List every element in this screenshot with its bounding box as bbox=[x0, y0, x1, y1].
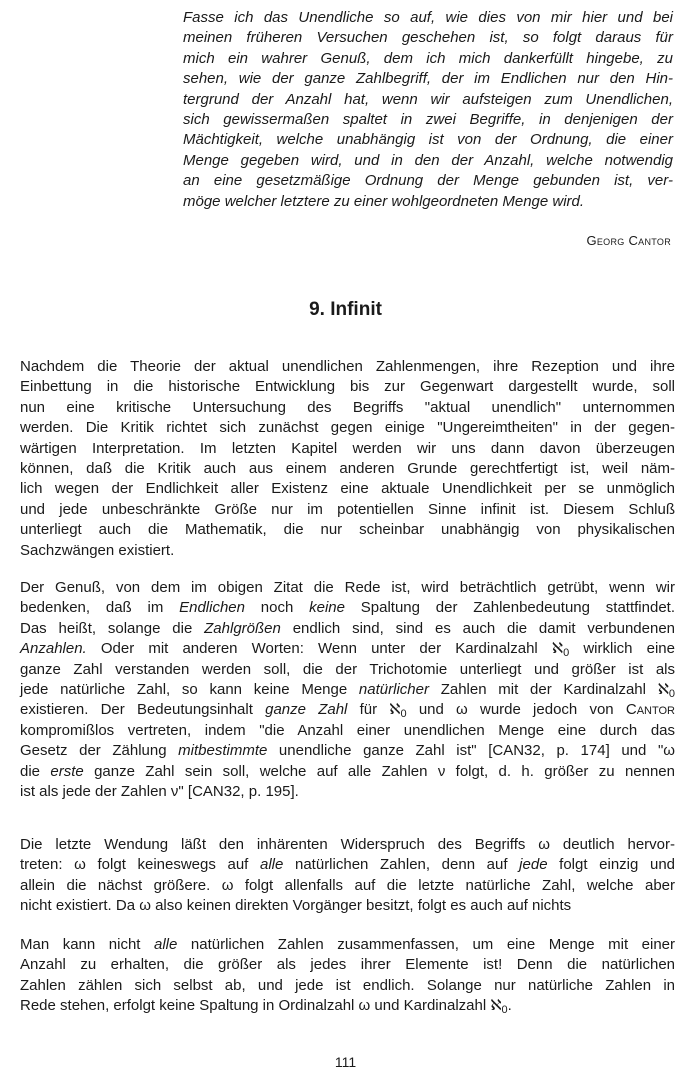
text-segment: Nachdem die Theorie der aktual unendlichen Zahlenmengen, ihre Rezeption und ihre bbox=[20, 358, 675, 375]
epigraph-line: tergrund der Anzahl hat, wenn wir aufsteigen zum Unendlichen, bbox=[183, 90, 673, 108]
epigraph-line: meinen früheren Versuchen geschehen ist, so folgt daraus für bbox=[183, 29, 673, 47]
text-segment: unterliegt auch die Mathematik, die nur scheinbar unabhängig von physikalischen bbox=[20, 521, 675, 539]
text-segment: allein die nächst größere. ω folgt allenfalls auf die letzte natürliche Zahl, welche aber bbox=[20, 876, 675, 894]
text-line bbox=[20, 541, 675, 561]
epigraph-author: Georg Cantor bbox=[586, 233, 671, 248]
text-segment: Oder mit anderen Worten: Wenn unter der Kardinalzahl ℵ bbox=[86, 640, 564, 658]
text-segment: treten: ω folgt keineswegs auf bbox=[20, 856, 260, 874]
text-segment: existieren. Der Bedeutungsinhalt bbox=[20, 701, 266, 719]
text-line bbox=[20, 835, 675, 855]
epigraph-line: sich gewissermaßen spaltet in zwei Begriffe, in denjenigen der bbox=[183, 111, 673, 129]
epigraph-line: sehen, wie der ganze Zahlbegriff, der im Endlichen nur den Hin- bbox=[183, 70, 673, 88]
epigraph-line: Fasse ich das Unendliche so auf, wie dies von mir hier und bei bbox=[183, 9, 673, 26]
text-line bbox=[20, 639, 675, 659]
text-segment: Anzahl zu erhalten, die größer als jedes ihrer Elemente ist! Denn die natürlichen bbox=[20, 956, 675, 974]
text-segment: wärtigen Interpretation. Im letzten Kapitel werden wir uns dann davon überzeugen bbox=[20, 439, 675, 457]
text-segment: Das heißt, solange die bbox=[20, 619, 205, 637]
text-segment: natürlichen Zahlen, denn auf bbox=[283, 856, 520, 874]
text-line bbox=[20, 700, 675, 720]
text-segment: nun eine kritische Untersuchung des Begriffs "aktual unendlich" unternommen bbox=[20, 398, 675, 416]
text-line bbox=[20, 578, 675, 598]
text-segment: die bbox=[20, 762, 51, 780]
emphasis-text: erste bbox=[50, 762, 84, 780]
text-line bbox=[20, 680, 675, 700]
epigraph-line: Menge gegeben wird, und in den der Anzahl, welche notwendig bbox=[183, 151, 673, 169]
text-segment: ganze Zahl verstanden werden soll, die der Trichotomie unterliegt und größer ist als bbox=[20, 660, 675, 678]
text-segment: Sachzwängen existiert. bbox=[20, 541, 175, 559]
text-line bbox=[20, 855, 675, 875]
text-line bbox=[20, 479, 675, 499]
small-caps-name: Cantor bbox=[625, 701, 675, 719]
emphasis-text: keine bbox=[309, 599, 345, 617]
chapter-title: Infinit bbox=[330, 299, 382, 320]
text-segment: Zahlen mit der Kardinalzahl ℵ bbox=[428, 681, 669, 699]
text-line bbox=[20, 459, 675, 479]
text-line bbox=[20, 398, 675, 418]
epigraph-line: mich ein wahrer Genuß, dem ich mich dankerfüllt hingebe, zu bbox=[183, 49, 673, 67]
text-line bbox=[20, 782, 675, 802]
emphasis-text: Endlichen bbox=[179, 599, 245, 617]
text-line bbox=[20, 660, 675, 680]
text-line bbox=[20, 721, 675, 741]
body-paragraph-2 bbox=[20, 578, 675, 802]
text-segment: Einbettung in die historische Entwicklung bis zur Gegenwart dargestellt wurde, soll bbox=[20, 378, 675, 396]
text-segment: kompromißlos vertreten, indem "die Anzahl einer unendlichen Menge eine durch das bbox=[20, 721, 675, 739]
emphasis-text: alle bbox=[260, 856, 284, 874]
text-segment: noch bbox=[245, 599, 310, 617]
body-paragraph-3 bbox=[20, 835, 675, 917]
subscript: 0 bbox=[400, 708, 407, 721]
text-segment: werden. Die Kritik richtet sich zunächst gegen einige "Ungereimtheiten" in der gegen- bbox=[20, 419, 675, 437]
text-line bbox=[20, 377, 675, 397]
text-line bbox=[20, 439, 675, 459]
text-segment: Zahlen zählen sich selbst ab, und jede ist endlich. Solange nur natürliche Zahlen in bbox=[20, 976, 675, 994]
emphasis-text: ganze Zahl bbox=[265, 701, 348, 719]
text-segment: . bbox=[507, 997, 512, 1015]
text-segment: nicht existiert. Da ω also keinen direkten Vorgänger besitzt, folgt es auch auf nichts bbox=[20, 897, 572, 915]
text-segment: Die letzte Wendung läßt den inhärenten Widerspruch des Begriffs ω deutlich hervor- bbox=[20, 836, 675, 853]
text-segment: und ω wurde jedoch von bbox=[406, 701, 626, 719]
text-segment: ganze Zahl sein soll, welche auf alle Zahlen ν folgt, d. h. größer zu nennen bbox=[83, 762, 675, 780]
text-segment: wirklich eine bbox=[569, 640, 675, 658]
chapter-heading bbox=[0, 299, 691, 321]
text-segment: jede natürliche Zahl, so kann keine Menge bbox=[20, 681, 359, 699]
epigraph-quote bbox=[183, 8, 673, 212]
text-line bbox=[20, 935, 675, 955]
text-segment: Der Genuß, von dem im obigen Zitat die Rede ist, wird beträchtlich getrübt, wenn wir bbox=[20, 579, 675, 596]
text-line bbox=[20, 976, 675, 996]
text-line bbox=[20, 418, 675, 438]
emphasis-text: Zahlgrößen bbox=[204, 619, 281, 637]
body-paragraph-4 bbox=[20, 935, 675, 1017]
chapter-number: 9. bbox=[309, 299, 325, 320]
text-segment: bedenken, daß im bbox=[20, 599, 180, 617]
emphasis-text: natürlicher bbox=[358, 681, 429, 699]
text-line bbox=[20, 520, 675, 540]
text-segment: ist als jede der Zahlen ν" [CAN32, p. 195]. bbox=[20, 783, 299, 801]
subscript: 0 bbox=[563, 647, 570, 660]
text-segment: Rede stehen, erfolgt keine Spaltung in Ordinalzahl ω und Kardinalzahl ℵ bbox=[20, 997, 502, 1015]
text-line bbox=[20, 955, 675, 975]
epigraph-line: Mächtigkeit, welche unabhängig ist von der Ordnung, die einer bbox=[183, 131, 673, 149]
text-line bbox=[20, 996, 675, 1016]
text-segment: Gesetz der Zählung bbox=[20, 742, 179, 760]
text-segment: und jede unbeschränkte Größe nur im potentiellen Sinne infinit ist. Diesem Schluß bbox=[20, 500, 675, 518]
text-line bbox=[20, 896, 675, 916]
emphasis-text: Anzahlen. bbox=[20, 640, 87, 658]
text-line bbox=[20, 619, 675, 639]
text-segment: Spaltung der Zahlenbedeutung stattfindet. bbox=[344, 599, 675, 617]
text-line bbox=[20, 762, 675, 782]
emphasis-text: alle bbox=[154, 936, 178, 953]
emphasis-text: mitbestimmte bbox=[178, 742, 268, 760]
text-segment: natürlichen Zahlen zusammenfassen, um eine Menge mit einer bbox=[177, 936, 675, 953]
emphasis-text: jede bbox=[519, 856, 548, 874]
epigraph-line: möge welcher letztere zu einer wohlgeordneten Menge wird. bbox=[183, 192, 585, 210]
text-segment: können, daß die Kritik auch aus einem anderen Grunde gerechtfertigt ist, weil näm- bbox=[20, 460, 675, 478]
text-line bbox=[20, 598, 675, 618]
page-number: 111 bbox=[334, 1054, 357, 1070]
text-line bbox=[20, 741, 675, 761]
text-segment: für ℵ bbox=[347, 701, 401, 719]
text-line bbox=[20, 357, 675, 377]
text-segment: folgt einzig und bbox=[547, 856, 676, 874]
text-segment: endlich sind, sind es auch die damit verbundenen bbox=[280, 619, 676, 637]
subscript: 0 bbox=[501, 1004, 508, 1017]
text-segment: unendliche ganze Zahl ist" [CAN32, p. 174] und "ω bbox=[267, 742, 675, 760]
body-paragraph-1 bbox=[20, 357, 675, 561]
text-segment: Man kann nicht bbox=[20, 936, 154, 953]
text-line bbox=[20, 500, 675, 520]
subscript: 0 bbox=[668, 688, 675, 701]
text-segment: lich wegen der Endlichkeit aller Existenz eine aktuale Unendlichkeit per se unmöglich bbox=[20, 480, 675, 498]
text-line bbox=[20, 876, 675, 896]
epigraph-line: an eine gesetzmäßige Ordnung der Menge gebunden ist, ver- bbox=[183, 172, 673, 190]
